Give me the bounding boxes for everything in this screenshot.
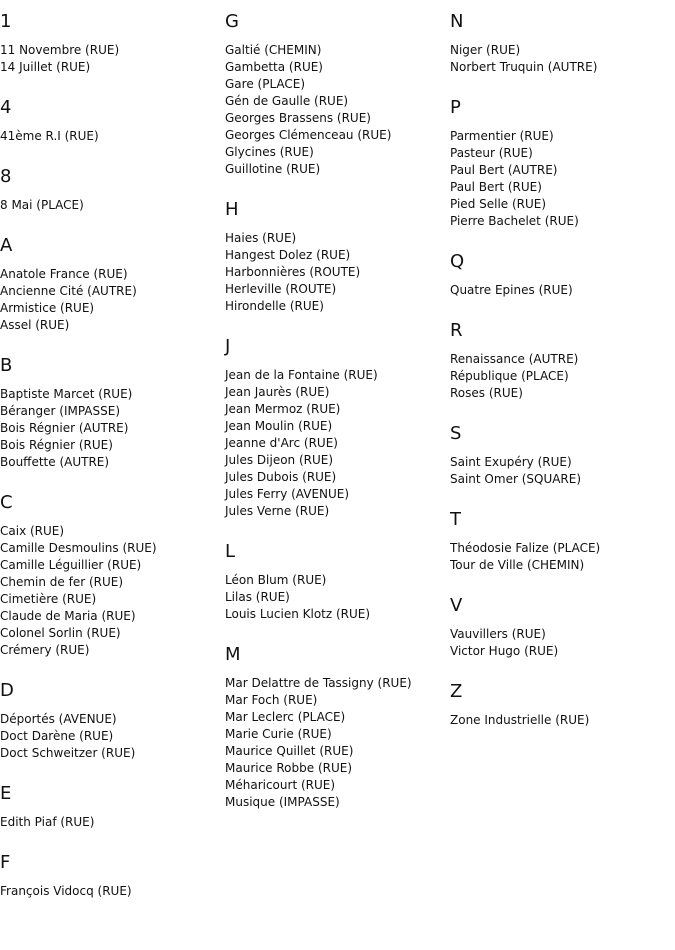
- street-link[interactable]: Mar Delattre de Tassigny (RUE): [225, 676, 412, 690]
- street-list: [225, 42, 445, 178]
- street-item: [225, 247, 445, 264]
- street-link[interactable]: Gambetta (RUE): [225, 60, 323, 74]
- street-link[interactable]: Crémery (RUE): [0, 643, 90, 657]
- street-list: [0, 883, 220, 900]
- street-item: [0, 300, 220, 317]
- street-item: [225, 743, 445, 760]
- street-link[interactable]: Renaissance (AUTRE): [450, 352, 579, 366]
- street-link[interactable]: Chemin de fer (RUE): [0, 575, 124, 589]
- street-list: [0, 523, 220, 659]
- street-link[interactable]: Doct Schweitzer (RUE): [0, 746, 136, 760]
- street-link[interactable]: Saint Exupéry (RUE): [450, 455, 572, 469]
- street-item: [0, 540, 220, 557]
- street-link[interactable]: Niger (RUE): [450, 43, 521, 57]
- street-item: [450, 196, 670, 213]
- street-item: [225, 230, 445, 247]
- letter-heading: B: [0, 355, 13, 376]
- street-link[interactable]: Roses (RUE): [450, 386, 523, 400]
- street-link[interactable]: Mar Leclerc (PLACE): [225, 710, 346, 724]
- street-item: [0, 523, 220, 540]
- letter-group: [225, 199, 445, 315]
- letter-heading: F: [0, 852, 11, 873]
- street-list: [0, 197, 220, 214]
- street-item: [0, 59, 220, 76]
- street-item: [225, 606, 445, 623]
- street-link[interactable]: Bois Régnier (AUTRE): [0, 421, 129, 435]
- street-link[interactable]: Jean de la Fontaine (RUE): [225, 368, 378, 382]
- street-list: [0, 711, 220, 762]
- street-list: [225, 675, 445, 811]
- street-item: [0, 128, 220, 145]
- street-link[interactable]: Béranger (IMPASSE): [0, 404, 121, 418]
- street-item: [225, 777, 445, 794]
- street-link[interactable]: Jean Moulin (RUE): [225, 419, 333, 433]
- street-item: [0, 711, 220, 728]
- letter-group: [0, 852, 220, 900]
- street-link[interactable]: Glycines (RUE): [225, 145, 314, 159]
- street-item: [0, 608, 220, 625]
- street-item: [450, 557, 670, 574]
- letter-group: [225, 11, 445, 178]
- street-link[interactable]: Bois Régnier (RUE): [0, 438, 113, 452]
- street-item: [450, 540, 670, 557]
- street-item: [225, 76, 445, 93]
- letter-heading: G: [225, 11, 239, 32]
- street-item: [450, 626, 670, 643]
- street-list: [0, 42, 220, 76]
- letter-group: [450, 423, 670, 488]
- street-item: [225, 401, 445, 418]
- letter-group: [225, 336, 445, 520]
- street-list: [450, 626, 670, 660]
- letter-group: [0, 680, 220, 762]
- street-link[interactable]: Maurice Robbe (RUE): [225, 761, 353, 775]
- letter-heading: P: [450, 97, 461, 118]
- street-item: [450, 179, 670, 196]
- street-item: [450, 454, 670, 471]
- street-item: [0, 814, 220, 831]
- letter-group: [450, 320, 670, 402]
- street-item: [225, 709, 445, 726]
- street-link[interactable]: Musique (IMPASSE): [225, 795, 340, 809]
- street-link[interactable]: Hirondelle (RUE): [225, 299, 324, 313]
- street-link[interactable]: Ancienne Cité (AUTRE): [0, 284, 137, 298]
- street-link[interactable]: Herleville (ROUTE): [225, 282, 337, 296]
- street-list: [450, 128, 670, 230]
- letter-heading: 4: [0, 97, 12, 118]
- street-link[interactable]: 41ème R.I (RUE): [0, 129, 99, 143]
- street-link[interactable]: Gén de Gaulle (RUE): [225, 94, 349, 108]
- street-link[interactable]: Mar Foch (RUE): [225, 693, 318, 707]
- street-item: [450, 42, 670, 59]
- letter-heading: Q: [450, 251, 465, 272]
- street-link[interactable]: Saint Omer (SQUARE): [450, 472, 582, 486]
- street-list: [225, 572, 445, 623]
- street-item: [450, 59, 670, 76]
- street-link[interactable]: Jules Ferry (AVENUE): [225, 487, 350, 501]
- street-list: [450, 712, 670, 729]
- street-link[interactable]: Harbonnières (ROUTE): [225, 265, 361, 279]
- letter-heading: 8: [0, 166, 12, 187]
- street-link[interactable]: Camille Léguillier (RUE): [0, 558, 142, 572]
- street-link[interactable]: Paul Bert (RUE): [450, 180, 542, 194]
- street-item: [0, 625, 220, 642]
- street-item: [450, 145, 670, 162]
- street-link[interactable]: Norbert Truquin (AUTRE): [450, 60, 598, 74]
- street-item: [0, 574, 220, 591]
- letter-group: [450, 681, 670, 729]
- street-link[interactable]: Doct Darène (RUE): [0, 729, 114, 743]
- letter-group: [450, 11, 670, 76]
- letter-group: [450, 97, 670, 230]
- street-item: [450, 282, 670, 299]
- street-item: [225, 572, 445, 589]
- street-link[interactable]: Anatole France (RUE): [0, 267, 128, 281]
- street-item: [0, 745, 220, 762]
- street-item: [0, 386, 220, 403]
- street-item: [225, 264, 445, 281]
- letter-heading: J: [225, 336, 231, 357]
- letter-group: [225, 541, 445, 623]
- street-link[interactable]: Tour de Ville (CHEMIN): [450, 558, 585, 572]
- street-item: [0, 403, 220, 420]
- letter-heading: M: [225, 644, 241, 665]
- letter-heading: V: [450, 595, 463, 616]
- street-item: [450, 471, 670, 488]
- street-item: [225, 59, 445, 76]
- letter-heading: S: [450, 423, 462, 444]
- street-column-2: [225, 0, 445, 811]
- street-item: [225, 127, 445, 144]
- street-link[interactable]: Vauvillers (RUE): [450, 627, 546, 641]
- street-link[interactable]: 8 Mai (PLACE): [0, 198, 84, 212]
- street-link[interactable]: Jean Jaurès (RUE): [225, 385, 330, 399]
- street-item: [0, 557, 220, 574]
- letter-group: [225, 644, 445, 811]
- letter-heading: N: [450, 11, 464, 32]
- street-item: [450, 643, 670, 660]
- street-item: [225, 93, 445, 110]
- street-link[interactable]: Jean Mermoz (RUE): [225, 402, 341, 416]
- street-link[interactable]: Edith Piaf (RUE): [0, 815, 95, 829]
- street-item: [450, 712, 670, 729]
- street-item: [0, 197, 220, 214]
- street-link[interactable]: Victor Hugo (RUE): [450, 644, 559, 658]
- street-item: [225, 435, 445, 452]
- street-link[interactable]: Cimetière (RUE): [0, 592, 97, 606]
- street-item: [0, 42, 220, 59]
- street-item: [450, 213, 670, 230]
- street-item: [225, 42, 445, 59]
- letter-group: [0, 355, 220, 471]
- street-link[interactable]: Quatre Epines (RUE): [450, 283, 573, 297]
- street-item: [450, 162, 670, 179]
- letter-group: [0, 11, 220, 76]
- street-link[interactable]: Pied Selle (RUE): [450, 197, 547, 211]
- street-link[interactable]: Camille Desmoulins (RUE): [0, 541, 157, 555]
- street-item: [225, 144, 445, 161]
- street-item: [225, 298, 445, 315]
- street-link[interactable]: République (PLACE): [450, 369, 569, 383]
- street-link[interactable]: Zone Industrielle (RUE): [450, 713, 590, 727]
- letter-heading: R: [450, 320, 463, 341]
- letter-group: [450, 251, 670, 299]
- letter-heading: L: [225, 541, 236, 562]
- letter-heading: E: [0, 783, 12, 804]
- street-link[interactable]: 14 Juillet (RUE): [0, 60, 91, 74]
- letter-group: [0, 492, 220, 659]
- street-list: [0, 814, 220, 831]
- street-item: [0, 883, 220, 900]
- street-item: [0, 283, 220, 300]
- street-item: [0, 437, 220, 454]
- street-list: [225, 230, 445, 315]
- street-link[interactable]: Hangest Dolez (RUE): [225, 248, 351, 262]
- street-link[interactable]: Léon Blum (RUE): [225, 573, 327, 587]
- street-item: [225, 281, 445, 298]
- street-link[interactable]: François Vidocq (RUE): [0, 884, 132, 898]
- street-item: [225, 589, 445, 606]
- street-link[interactable]: Armistice (RUE): [0, 301, 95, 315]
- street-link[interactable]: Parmentier (RUE): [450, 129, 554, 143]
- street-link[interactable]: Jules Dubois (RUE): [225, 470, 337, 484]
- street-list: [450, 351, 670, 402]
- street-item: [225, 452, 445, 469]
- street-item: [225, 692, 445, 709]
- street-link[interactable]: Marie Curie (RUE): [225, 727, 332, 741]
- street-list: [450, 42, 670, 76]
- letter-heading: D: [0, 680, 14, 701]
- street-link[interactable]: Galtié (CHEMIN): [225, 43, 322, 57]
- street-link[interactable]: Caix (RUE): [0, 524, 65, 538]
- street-list: [0, 386, 220, 471]
- street-link[interactable]: Jules Dijeon (RUE): [225, 453, 334, 467]
- letter-group: [0, 166, 220, 214]
- street-item: [450, 128, 670, 145]
- street-item: [0, 454, 220, 471]
- street-link[interactable]: Déportés (AVENUE): [0, 712, 117, 726]
- street-link[interactable]: Claude de Maria (RUE): [0, 609, 136, 623]
- street-list: [450, 454, 670, 488]
- street-list: [225, 367, 445, 520]
- street-item: [450, 385, 670, 402]
- street-item: [225, 110, 445, 127]
- street-link[interactable]: Jeanne d'Arc (RUE): [225, 436, 338, 450]
- street-item: [225, 418, 445, 435]
- street-list: [0, 128, 220, 145]
- street-item: [0, 728, 220, 745]
- street-item: [450, 368, 670, 385]
- letter-group: [450, 595, 670, 660]
- street-item: [225, 794, 445, 811]
- street-link[interactable]: Gare (PLACE): [225, 77, 306, 91]
- street-column-3: [450, 0, 670, 729]
- street-item: [225, 384, 445, 401]
- letter-heading: C: [0, 492, 13, 513]
- street-link[interactable]: Bouffette (AUTRE): [0, 455, 110, 469]
- street-item: [225, 675, 445, 692]
- street-link[interactable]: Pasteur (RUE): [450, 146, 533, 160]
- letter-group: [0, 97, 220, 145]
- street-link[interactable]: Lilas (RUE): [225, 590, 290, 604]
- street-item: [225, 367, 445, 384]
- street-link[interactable]: Louis Lucien Klotz (RUE): [225, 607, 371, 621]
- letter-group: [450, 509, 670, 574]
- street-item: [225, 503, 445, 520]
- street-column-1: [0, 0, 220, 900]
- street-item: [225, 486, 445, 503]
- street-list: [450, 540, 670, 574]
- street-item: [0, 317, 220, 334]
- street-link[interactable]: Théodosie Falize (PLACE): [450, 541, 601, 555]
- street-list: [450, 282, 670, 299]
- street-item: [225, 469, 445, 486]
- street-link[interactable]: Méharicourt (RUE): [225, 778, 336, 792]
- letter-heading: H: [225, 199, 239, 220]
- street-link[interactable]: Colonel Sorlin (RUE): [0, 626, 121, 640]
- street-link[interactable]: Jules Verne (RUE): [225, 504, 330, 518]
- street-link[interactable]: Guillotine (RUE): [225, 162, 321, 176]
- street-item: [0, 420, 220, 437]
- street-item: [0, 642, 220, 659]
- letter-group: [0, 783, 220, 831]
- street-link[interactable]: Georges Brassens (RUE): [225, 111, 371, 125]
- letter-heading: T: [450, 509, 461, 530]
- street-link[interactable]: Georges Clémenceau (RUE): [225, 128, 392, 142]
- street-item: [225, 726, 445, 743]
- street-list: [0, 266, 220, 334]
- letter-group: [0, 235, 220, 334]
- street-item: [0, 591, 220, 608]
- letter-heading: 1: [0, 11, 12, 32]
- street-link[interactable]: Baptiste Marcet (RUE): [0, 387, 133, 401]
- street-link[interactable]: Pierre Bachelet (RUE): [450, 214, 579, 228]
- letter-heading: A: [0, 235, 13, 256]
- street-item: [225, 760, 445, 777]
- letter-heading: Z: [450, 681, 463, 702]
- street-link[interactable]: Maurice Quillet (RUE): [225, 744, 354, 758]
- street-item: [225, 161, 445, 178]
- street-link[interactable]: 11 Novembre (RUE): [0, 43, 120, 57]
- street-item: [450, 351, 670, 368]
- street-link[interactable]: Assel (RUE): [0, 318, 70, 332]
- street-link[interactable]: Haies (RUE): [225, 231, 297, 245]
- street-item: [0, 266, 220, 283]
- street-link[interactable]: Paul Bert (AUTRE): [450, 163, 558, 177]
